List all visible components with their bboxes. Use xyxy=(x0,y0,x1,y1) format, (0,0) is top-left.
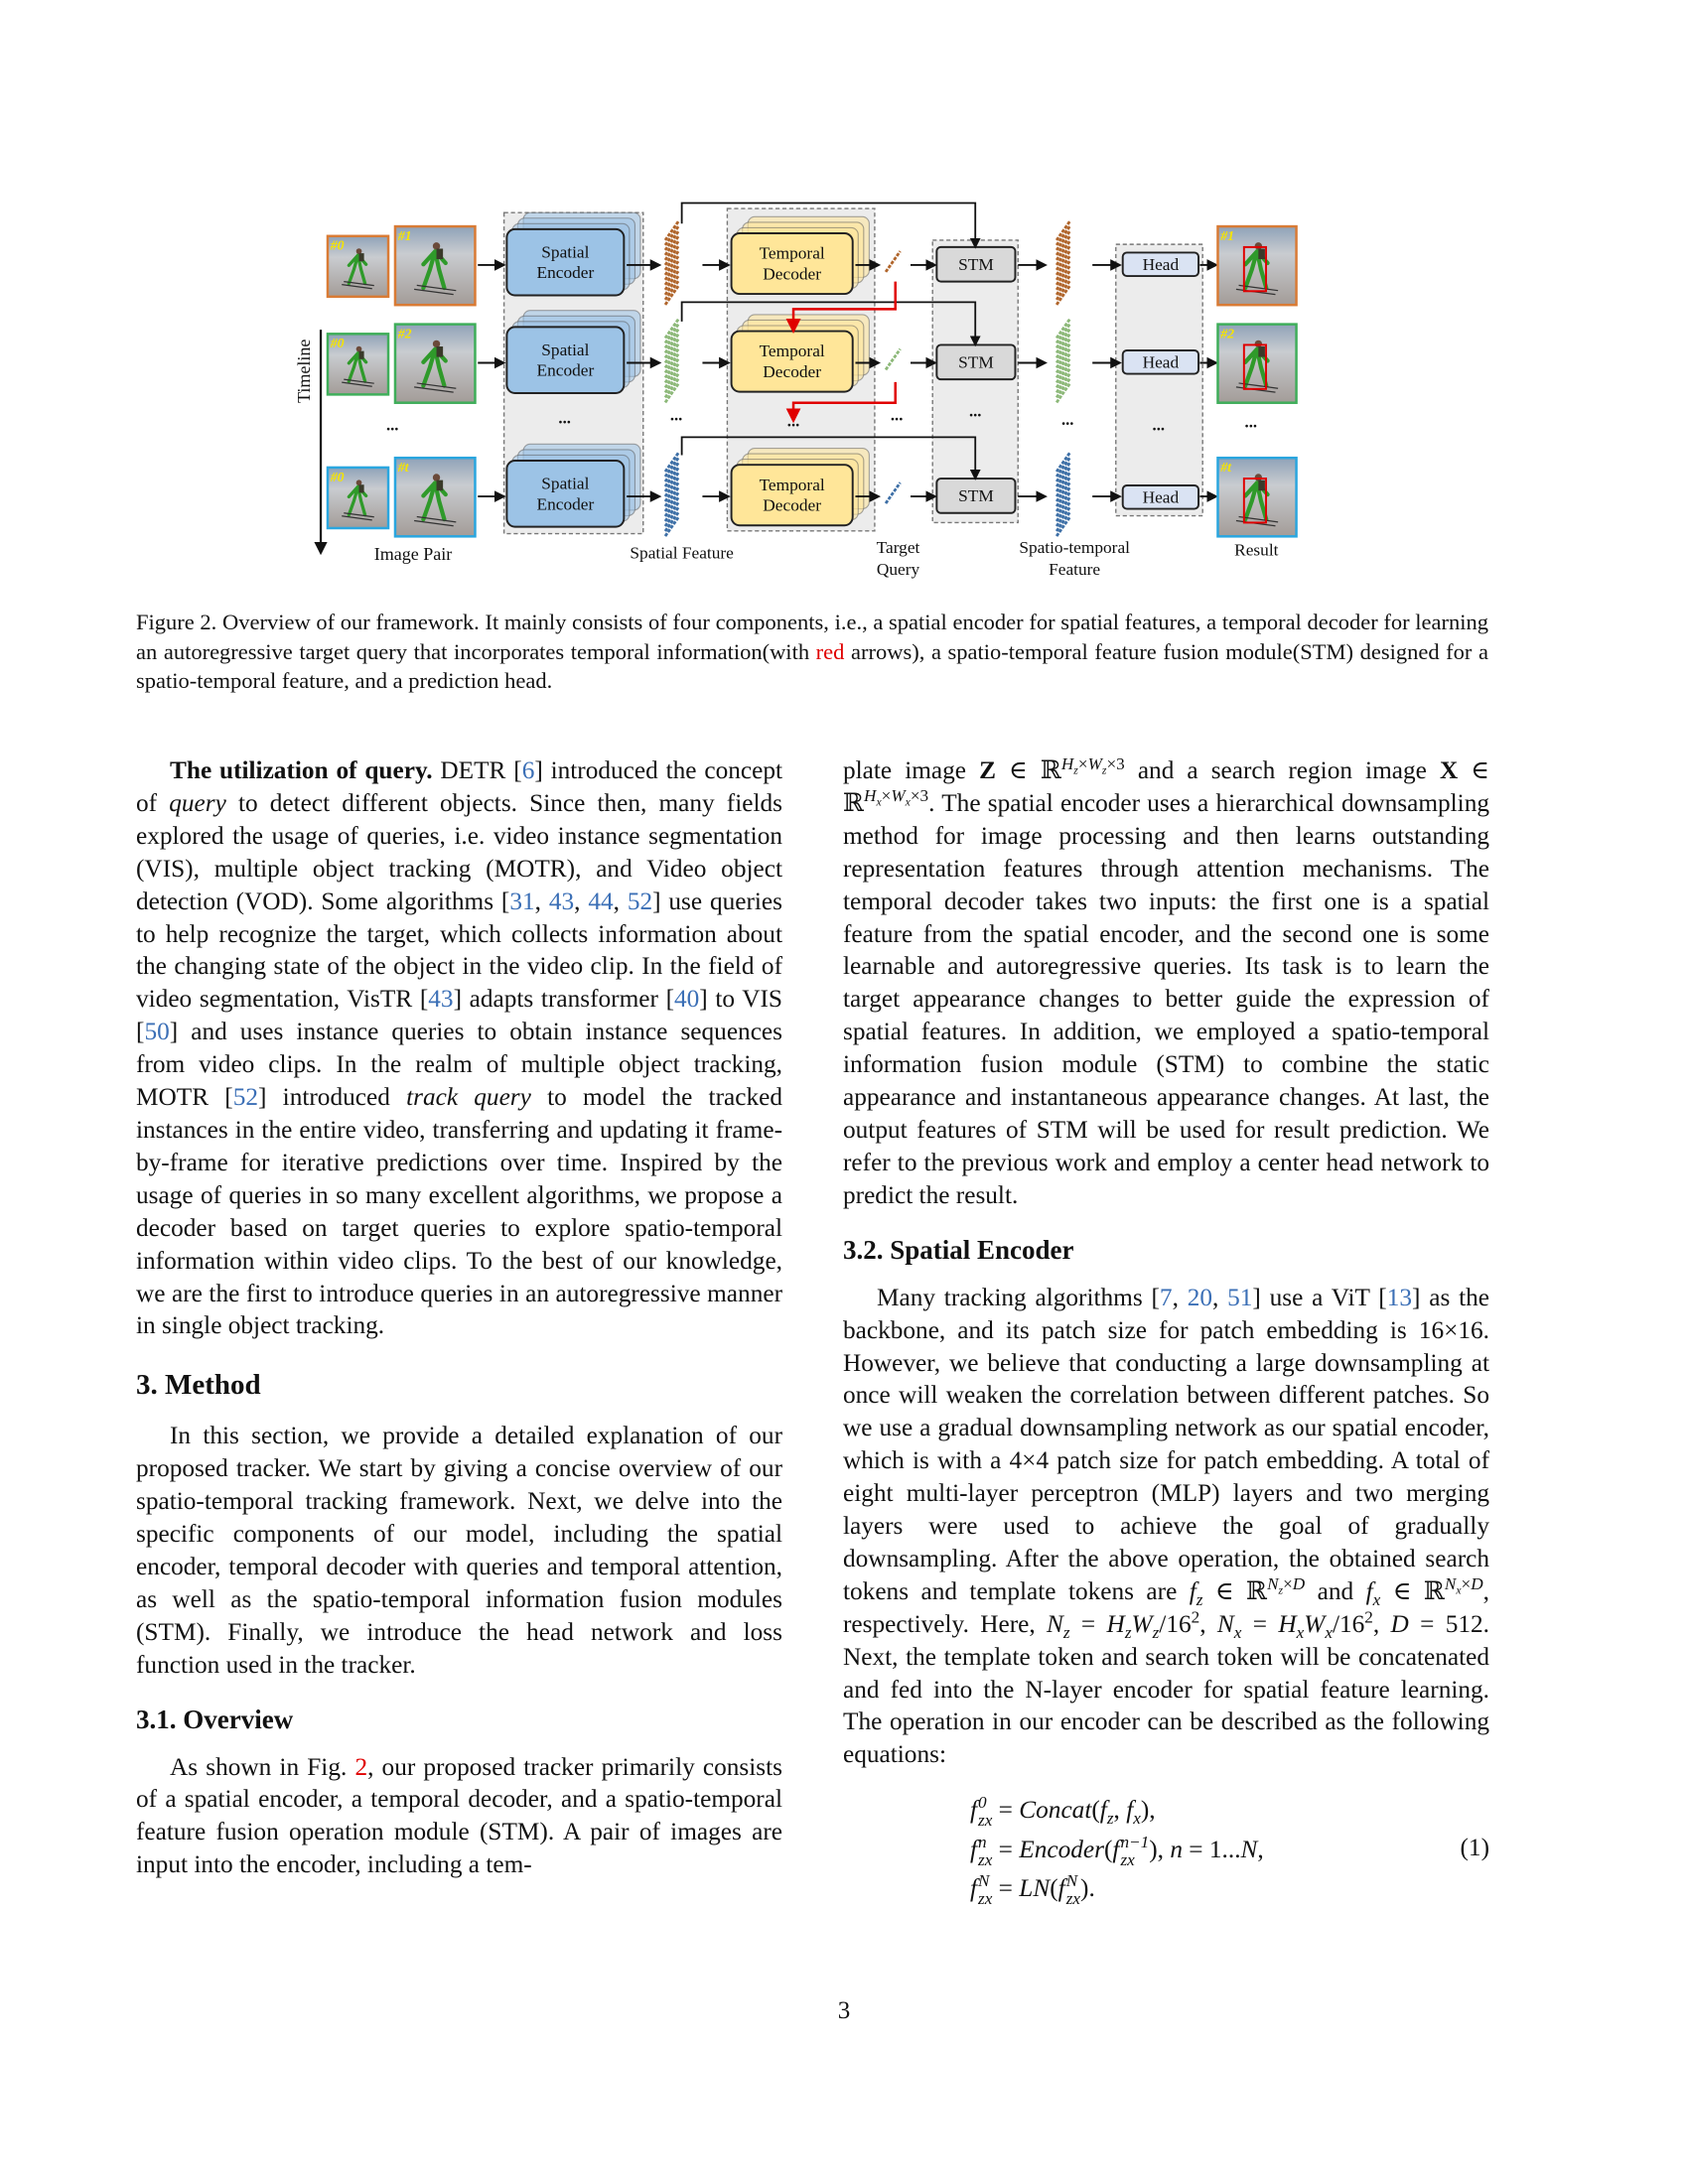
ellipsis: ... xyxy=(786,411,800,431)
text-run: , xyxy=(1113,1796,1127,1825)
ellipsis: ... xyxy=(968,401,982,421)
target-query-label: Query xyxy=(876,560,920,580)
superscript: 0 xyxy=(978,1793,987,1813)
italic-text: track query xyxy=(406,1083,531,1112)
ellipsis: ... xyxy=(385,415,399,435)
skier-head xyxy=(433,242,440,249)
right-column xyxy=(843,754,1489,1908)
text-run: /16 xyxy=(1159,1609,1192,1638)
math-symbol: Concat xyxy=(1019,1796,1092,1825)
superscript: n xyxy=(978,1832,987,1851)
text-run: DETR [ xyxy=(432,756,522,784)
text-run: to detect different objects. Since then, many fields explored the usage of queries, i.e. video instance segmentation (VIS), multiple object tracking (MOTR), and Video object detection (VOD). Some algorithms [ xyxy=(136,788,782,915)
target-query xyxy=(886,482,901,503)
superscript: N xyxy=(978,1870,990,1890)
superscript xyxy=(1444,1574,1483,1597)
block-label: STM xyxy=(958,352,994,372)
paragraph xyxy=(136,1420,782,1681)
text-run: 2 xyxy=(1364,1607,1373,1627)
math-symbol: W xyxy=(891,786,906,806)
feature-stripe xyxy=(886,251,901,272)
text-run: × xyxy=(1461,1574,1472,1594)
frame-label: #0 xyxy=(330,238,345,254)
math-symbol: x xyxy=(905,795,911,809)
block-label: Spatial xyxy=(541,474,590,493)
frame-label: #2 xyxy=(1220,327,1235,342)
math-symbol: N xyxy=(1216,1609,1234,1638)
paragraph xyxy=(136,1751,782,1882)
subscript xyxy=(1125,1623,1132,1642)
skier-backpack xyxy=(1258,480,1265,491)
block-label: Spatial xyxy=(541,340,590,359)
template-image xyxy=(328,334,388,394)
math-symbol: x xyxy=(1296,1622,1305,1642)
equation-1 xyxy=(843,1791,1489,1908)
math-symbol: f xyxy=(1189,1576,1196,1605)
citation-link[interactable]: 52 xyxy=(232,1083,259,1112)
block-label: Head xyxy=(1142,487,1180,507)
block-label: Temporal xyxy=(759,243,825,263)
spatial-encoder-block xyxy=(506,444,640,526)
section-heading: 3. Method xyxy=(136,1369,261,1402)
search-image xyxy=(395,458,475,536)
temporal-decoder-block xyxy=(732,216,870,294)
frame-label: #2 xyxy=(397,327,412,342)
citation-link[interactable]: 43 xyxy=(548,887,575,915)
page-number: 3 xyxy=(837,1997,851,2024)
equation-line xyxy=(970,1791,1489,1830)
spatio-temporal-feature xyxy=(1056,221,1070,305)
subscript xyxy=(1107,1809,1114,1828)
spatial-encoder-block xyxy=(506,212,640,295)
text-run: ] and uses instance queries to obtain instance sequences from video clips. In the realm of multiple object tracking, MOTR [ xyxy=(136,1018,782,1112)
math-symbol: f xyxy=(1057,1873,1065,1902)
text-run: × xyxy=(1283,1574,1293,1594)
math-symbol: D xyxy=(1292,1574,1306,1594)
math-symbol: z xyxy=(1106,1809,1114,1829)
skier-backpack xyxy=(359,484,364,492)
math-symbol: z xyxy=(1278,1583,1284,1597)
target-query xyxy=(886,251,901,272)
citation-link[interactable]: 50 xyxy=(144,1018,170,1046)
text-run: ] introduced xyxy=(258,1083,407,1112)
paragraph xyxy=(843,754,1489,1212)
citation-link[interactable]: 7 xyxy=(1159,1283,1173,1311)
citation-link[interactable]: 13 xyxy=(1386,1283,1412,1311)
text-run: , xyxy=(574,887,589,915)
math-symbol: f xyxy=(1112,1835,1120,1863)
block-label: Encoder xyxy=(536,263,595,283)
text-run: Figure 2. Overview of our framework. It mainly consists of four components, i.e., a spatial encoder for spatial features, a temporal decoder for learning an autoregressive target query that incorporates temporal information(with xyxy=(136,610,1488,664)
spatial-feature xyxy=(665,221,679,305)
block-label: Decoder xyxy=(763,495,821,515)
math-symbol: z xyxy=(1124,1622,1132,1642)
skier-head xyxy=(1255,341,1262,347)
frame-label: #1 xyxy=(1220,228,1235,244)
block-label: Encoder xyxy=(536,494,595,514)
spatio-temporal-feature-label: Feature xyxy=(1049,560,1101,580)
skier-backpack xyxy=(437,346,444,357)
timeline-label: Timeline xyxy=(293,339,314,404)
skier-backpack xyxy=(1258,248,1265,259)
text-run: /16 xyxy=(1332,1609,1365,1638)
text-run: × xyxy=(881,786,892,806)
math-symbol: N xyxy=(1240,1835,1258,1863)
section-heading: 3.1. Overview xyxy=(136,1704,294,1734)
text-run: ( xyxy=(1050,1873,1058,1902)
superscript: N xyxy=(1065,1870,1078,1890)
stm-block xyxy=(936,247,1015,282)
text-run: ), xyxy=(1140,1796,1156,1825)
math-symbol: n xyxy=(1170,1835,1183,1863)
bold-text: X xyxy=(1439,756,1459,784)
math-symbol: x xyxy=(1233,1622,1242,1642)
block-label: Spatial xyxy=(541,242,590,262)
temporal-decoder-block xyxy=(732,449,870,526)
text-run: arrows), a spatio-temporal feature fusion module(STM) designed for a spatio-temporal feature, and a prediction head. xyxy=(136,638,1488,693)
math-symbol: z xyxy=(1062,1622,1070,1642)
block-label: Decoder xyxy=(763,362,821,382)
equation-line xyxy=(970,1831,1489,1869)
text-run: ∈ ℝ xyxy=(1380,1576,1445,1605)
citation-link[interactable]: 43 xyxy=(428,985,454,1014)
block-label: Head xyxy=(1142,254,1180,274)
citation-link[interactable]: 31 xyxy=(509,887,535,915)
text-run: ×3 xyxy=(1106,753,1125,773)
superscript xyxy=(1267,1574,1306,1597)
citation-link[interactable]: 40 xyxy=(674,985,700,1014)
text-run: = xyxy=(992,1835,1020,1863)
figure-caption xyxy=(136,608,1488,696)
target-query-label: Target xyxy=(876,537,920,557)
text-run: 2 xyxy=(1191,1607,1200,1627)
math-symbol: f xyxy=(970,1835,978,1863)
text-run: and xyxy=(1305,1576,1366,1605)
math-symbol: Encoder xyxy=(1019,1835,1104,1863)
math-symbol: N xyxy=(1047,1609,1063,1638)
subscript: zx xyxy=(1065,1888,1081,1908)
ellipsis: ... xyxy=(890,405,904,425)
text-run: . The spatial encoder uses a hierarchical downsampling method for image processing and then learns outstanding representation features through attention mechanisms. The temporal decoder takes two inputs: the first one is a spatial feature from the spatial encoder, and the second one is some learnable and autoregressive queries. Its task is to learn the target appearance changes to better guide the expression of spatial features. In addition, we employed a spatio-temporal information fusion module (STM) to combine the static appearance and instantaneous appearance changes. At last, the output features of STM will be used for result prediction. We refer to the previous work and employ a center head network to predict the result. xyxy=(843,788,1489,1209)
template-image xyxy=(328,236,388,297)
ellipsis: ... xyxy=(669,405,683,425)
text-run: to model the tracked instances in the entire video, transferring and updating it frame-by-frame for iterative predictions over time. Inspired by the usage of queries in so many excellent algorithms, we propose a decoder based on target queries to explore spatio-temporal information within video clips. To the best of our knowledge, we are the first to introduce queries in an autoregressive manner in single object tracking. xyxy=(136,1083,782,1340)
text-run: plate image xyxy=(843,756,980,784)
skier-head xyxy=(356,248,362,254)
math-symbol: W xyxy=(1304,1609,1326,1638)
text-run: ] to VIS [ xyxy=(136,985,782,1046)
math-symbol: f xyxy=(970,1796,978,1825)
frame-label: #t xyxy=(397,461,409,477)
subscript: zx xyxy=(1120,1849,1135,1869)
math-symbol: f xyxy=(970,1873,978,1902)
result-image xyxy=(1217,458,1296,536)
text-run: = xyxy=(992,1796,1020,1825)
spatial-encoder-block xyxy=(506,311,640,393)
text-run: ∈ ℝ xyxy=(843,756,1490,817)
text-run: ] as the backbone, and its patch size for patch embedding is 16×16. However, we believe that conducting a large downsampling at once will weaken the correlation between different patches. So we use a gradual downsampling network as our spatial encoder, which is with a 4×4 patch size for patch embedding. A total of eight multi-layer perceptron (MLP) layers and two merging layers were used to achieve the goal of gradually downsampling. After the above operation, the obtained search tokens and template tokens are xyxy=(843,1283,1489,1605)
math-symbol: N xyxy=(1444,1574,1457,1594)
text-run: , xyxy=(534,887,549,915)
stm-block xyxy=(936,344,1015,379)
feature-stripe xyxy=(886,482,901,503)
text-run: , xyxy=(1257,1835,1264,1863)
math-symbol: D xyxy=(1390,1609,1409,1638)
math-symbol: z xyxy=(1073,763,1078,777)
block-label: Temporal xyxy=(759,475,825,494)
block-label: Temporal xyxy=(759,341,825,361)
math-symbol: H xyxy=(1278,1609,1297,1638)
math-symbol: f xyxy=(1365,1576,1373,1605)
text-run: ∈ ℝ xyxy=(995,756,1061,784)
subscript: zx xyxy=(978,1888,993,1908)
text-run: Many tracking algorithms [ xyxy=(877,1283,1160,1311)
text-run: = xyxy=(992,1873,1020,1902)
block-label: Encoder xyxy=(536,360,595,380)
result-image xyxy=(1217,226,1296,305)
math-symbol: N xyxy=(1267,1574,1279,1594)
text-run: = 512. Next, the template token and search token will be concatenated and fed into the N-layer encoder for spatial feature learning. The operation in our encoder can be described as the following equations: xyxy=(843,1609,1490,1769)
stm-block xyxy=(936,478,1015,513)
text-run: , xyxy=(613,887,628,915)
skier-backpack xyxy=(359,253,364,261)
math-symbol: H xyxy=(864,786,877,806)
frame-label: #t xyxy=(1220,461,1232,477)
skier-head xyxy=(433,474,440,480)
script-pair xyxy=(1066,1872,1080,1908)
search-image xyxy=(395,325,475,403)
script-pair xyxy=(978,1794,992,1830)
spatio-temporal-feature xyxy=(1056,319,1070,402)
temporal-decoder-block xyxy=(732,315,870,392)
superscript: n−1 xyxy=(1120,1832,1150,1851)
superscript xyxy=(1060,753,1125,777)
skier-head xyxy=(1255,242,1262,249)
math-symbol: x xyxy=(1133,1809,1141,1829)
math-symbol: z xyxy=(1101,763,1107,777)
search-image xyxy=(395,226,475,305)
block-label: Decoder xyxy=(763,264,821,284)
text-run: ] use a ViT [ xyxy=(1252,1283,1387,1311)
spatial-feature xyxy=(665,319,679,402)
text-run: ), xyxy=(1149,1835,1171,1863)
skier-backpack xyxy=(359,351,364,359)
citation-link[interactable]: 20 xyxy=(1187,1283,1212,1311)
target-query xyxy=(886,349,901,370)
text-run: , xyxy=(1211,1283,1228,1311)
citation-link[interactable]: 51 xyxy=(1227,1283,1253,1311)
skier-backpack xyxy=(437,248,444,259)
head-block xyxy=(1123,350,1198,374)
subscript xyxy=(1325,1623,1333,1642)
text-run: = xyxy=(1069,1609,1107,1638)
script-pair xyxy=(1120,1834,1149,1869)
script-pair xyxy=(978,1834,992,1869)
bold-text: Z xyxy=(979,756,996,784)
text-run: = xyxy=(1241,1609,1279,1638)
math-symbol: f xyxy=(1099,1796,1107,1825)
spatio-temporal-feature xyxy=(1056,453,1070,536)
block-label: STM xyxy=(958,254,994,274)
section-heading: 3.2. Spatial Encoder xyxy=(843,1234,1074,1265)
superscript xyxy=(1192,1607,1200,1626)
text-run: ( xyxy=(1091,1796,1100,1825)
figure-ref-link[interactable]: 2 xyxy=(354,1752,368,1781)
text-run: , respectively. Here, xyxy=(843,1576,1489,1638)
equation-line xyxy=(970,1869,1489,1908)
text-run: ∈ ℝ xyxy=(1202,1576,1268,1605)
spatial-feature-label: Spatial Feature xyxy=(630,543,734,563)
frame-label: #0 xyxy=(330,337,345,352)
skier-backpack xyxy=(1258,346,1265,357)
result-image xyxy=(1217,325,1296,403)
text-run: = 1... xyxy=(1182,1835,1241,1863)
frame-label: #0 xyxy=(330,470,345,485)
superscript xyxy=(864,786,929,809)
text-run: ( xyxy=(1103,1835,1113,1863)
block-label: Head xyxy=(1142,352,1180,372)
paragraph xyxy=(843,1282,1489,1772)
math-symbol: x xyxy=(1325,1622,1333,1642)
paragraph xyxy=(136,754,782,1342)
text-run: ] adapts transformer [ xyxy=(453,985,674,1014)
equation-number: (1) xyxy=(1460,1834,1489,1862)
math-symbol: H xyxy=(1106,1609,1125,1638)
italic-text: query xyxy=(169,788,226,817)
skier-head xyxy=(1255,474,1262,480)
head-block xyxy=(1123,252,1198,276)
bold-text: The utilization of query. xyxy=(170,756,433,784)
math-symbol: z xyxy=(1152,1622,1160,1642)
math-symbol: W xyxy=(1087,753,1102,773)
equation-lines xyxy=(970,1791,1489,1908)
text-run: × xyxy=(1077,753,1088,773)
skier-head xyxy=(356,479,362,485)
text-run: ] introduced the concept of xyxy=(136,756,783,817)
text-run: In this section, we provide a detailed explanation of our proposed tracker. We start by giving a concise overview of our spatio-temporal tracking framework. Next, we delve into the specific components of our model, including the spatial encoder, temporal decoder with queries and temporal attention, as well as the spatio-temporal information fusion modules (STM). Finally, we introduce the head network and loss function used in the tracker. xyxy=(136,1422,782,1679)
math-symbol: x xyxy=(1372,1589,1381,1609)
framework-figure xyxy=(293,195,1316,592)
frame-label: #1 xyxy=(397,228,412,244)
skier-head xyxy=(356,346,362,352)
text-run: , xyxy=(1172,1283,1188,1311)
left-column xyxy=(136,754,782,1881)
text-run: , our proposed tracker primarily consists of a spatial encoder, a temporal decoder, and a spatio-temporal feature fusion operation module (STM). A pair of images are input into the encoder, including a tem- xyxy=(136,1752,782,1879)
head-block xyxy=(1123,485,1198,509)
citation-link[interactable]: 44 xyxy=(588,887,614,915)
math-symbol: W xyxy=(1131,1609,1153,1638)
template-image xyxy=(328,468,388,528)
block-label: STM xyxy=(958,485,994,505)
image-pair-label: Image Pair xyxy=(373,543,453,564)
math-symbol: z xyxy=(1196,1589,1203,1609)
citation-link[interactable]: 6 xyxy=(521,756,535,784)
math-symbol: D xyxy=(1471,1574,1483,1594)
superscript xyxy=(1364,1607,1373,1626)
text-run: , xyxy=(1372,1609,1391,1638)
skier-head xyxy=(433,341,440,347)
skier-backpack xyxy=(437,480,444,491)
spatio-temporal-feature-label: Spatio-temporal xyxy=(1019,537,1130,557)
math-symbol: x xyxy=(1456,1583,1462,1597)
math-symbol: H xyxy=(1060,753,1074,773)
ellipsis: ... xyxy=(1152,415,1166,435)
math-symbol: f xyxy=(1126,1796,1134,1825)
text-run: ] use queries to help recognize the target, which collects information about the changing state of the object in the video clip. In the field of video segmentation, VisTR [ xyxy=(136,887,783,1014)
red-word: red xyxy=(815,638,845,664)
text-run: and a search region image xyxy=(1124,756,1440,784)
spatial-feature xyxy=(665,453,679,536)
text-run: , xyxy=(1199,1609,1217,1638)
script-pair xyxy=(978,1872,992,1908)
ellipsis: ... xyxy=(558,408,571,428)
subscript: zx xyxy=(978,1811,993,1831)
subscript: zx xyxy=(978,1849,993,1869)
subscript xyxy=(1063,1623,1070,1642)
feature-stripe xyxy=(886,349,901,370)
citation-link[interactable]: 52 xyxy=(627,887,653,915)
ellipsis: ... xyxy=(1244,412,1258,432)
text-run: ×3 xyxy=(910,786,929,806)
ellipsis: ... xyxy=(1060,409,1074,429)
math-symbol: LN xyxy=(1019,1873,1051,1902)
math-symbol: x xyxy=(876,795,882,809)
text-run: ). xyxy=(1080,1873,1095,1902)
text-run: As shown in Fig. xyxy=(170,1752,355,1781)
subscript xyxy=(1133,1809,1141,1828)
result-label: Result xyxy=(1234,540,1279,560)
head-panel xyxy=(1116,244,1202,515)
